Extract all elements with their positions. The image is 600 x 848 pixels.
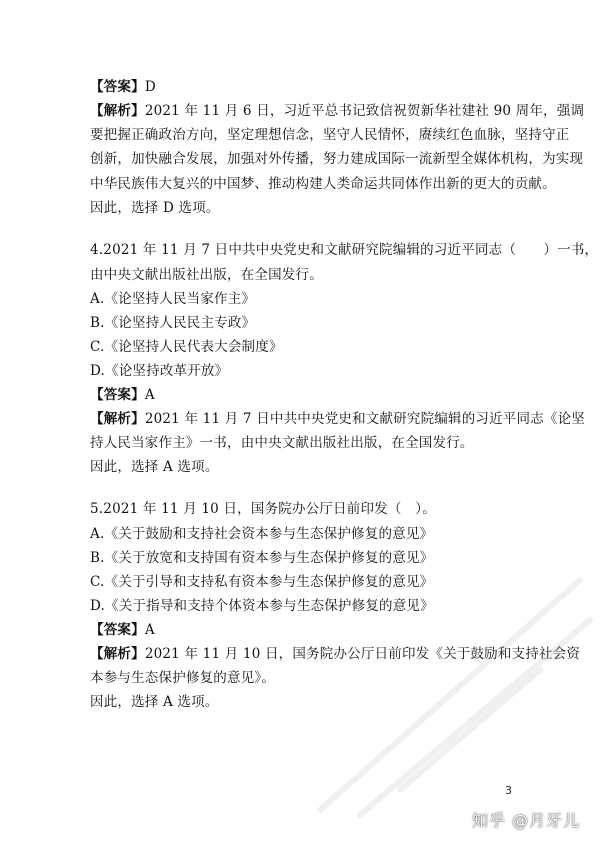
q3-answer xyxy=(90,78,156,96)
q4-option-b: B.《论坚持人民民主专政》 xyxy=(90,315,256,331)
q3-answer-value: D xyxy=(144,79,156,95)
q3-analysis-line2: 要把握正确政治方向，坚定理想信念，坚守人民情怀，赓续红色血脉，坚持守正 xyxy=(90,127,570,143)
q5-analysis-line1 xyxy=(90,645,580,663)
q5-analysis-text1: 2021 年 11 月 10 日，国务院办公厅日前印发《关于鼓励和支持社会资 xyxy=(144,646,581,662)
q5-analysis-tag: 【解析】 xyxy=(90,646,145,662)
q3-answer-tag: 【答案】 xyxy=(90,79,145,95)
q5-analysis-line2: 本参与生态保护修复的意见》。 xyxy=(90,670,276,686)
zhihu-watermark: 知乎 @月牙儿 xyxy=(472,811,581,830)
q4-option-d: D.《论坚持改革开放》 xyxy=(90,363,229,379)
q3-analysis-text1: 2021 年 11 月 6 日，习近平总书记致信祝贺新华社建社 90 周年，强调 xyxy=(144,103,585,119)
q4-analysis-tag: 【解析】 xyxy=(90,411,145,427)
q4-stem-line1: 4.2021 年 11 月 7 日中共中央党史和文献研究院编辑的习近平同志（ ）一书， xyxy=(90,242,599,258)
q3-analysis-line3: 创新，加快融合发展，加强对外传播，努力建成国际一流新型全媒体机构，为实现 xyxy=(90,151,584,167)
q4-stem-line2: 由中央文献出版社出版，在全国发行。 xyxy=(90,267,323,283)
q4-analysis-line2: 持人民当家作主》一书，由中央文献出版社出版，在全国发行。 xyxy=(90,435,474,451)
q4-option-c: C.《论坚持人民代表大会制度》 xyxy=(90,339,283,355)
q5-stem-line1: 5.2021 年 11 月 10 日，国务院办公厅日前印发（ ）。 xyxy=(90,501,436,517)
q4-conclusion: 因此，选择 A 选项。 xyxy=(90,459,219,475)
page-number: 3 xyxy=(505,784,512,797)
q5-answer-tag: 【答案】 xyxy=(90,622,145,638)
q4-option-a: A.《论坚持人民当家作主》 xyxy=(90,291,256,307)
q4-analysis-line1 xyxy=(90,410,585,428)
q4-answer-value: A xyxy=(144,387,155,403)
q3-conclusion: 因此，选择 D 选项。 xyxy=(90,200,220,216)
q4-answer-tag: 【答案】 xyxy=(90,387,145,403)
q3-analysis-line1 xyxy=(90,102,584,120)
q4-answer xyxy=(90,386,155,404)
q5-option-a: A.《关于鼓励和支持社会资本参与生态保护修复的意见》 xyxy=(90,526,434,542)
q3-analysis-line4: 中华民族伟大复兴的中国梦、推动构建人类命运共同体作出新的更大的贡献。 xyxy=(90,176,556,192)
q5-answer xyxy=(90,621,155,639)
q3-analysis-tag: 【解析】 xyxy=(90,103,145,119)
q5-option-d: D.《关于指导和支持个体资本参与生态保护修复的意见》 xyxy=(90,598,434,614)
q5-option-b: B.《关于放宽和支持国有资本参与生态保护修复的意见》 xyxy=(90,550,434,566)
q5-answer-value: A xyxy=(144,622,155,638)
q4-analysis-text1: 2021 年 11 月 7 日中共中央党史和文献研究院编辑的习近平同志《论坚 xyxy=(144,411,585,427)
q5-conclusion: 因此，选择 A 选项。 xyxy=(90,694,219,710)
q5-option-c: C.《关于引导和支持私有资本参与生态保护修复的意见》 xyxy=(90,574,434,590)
